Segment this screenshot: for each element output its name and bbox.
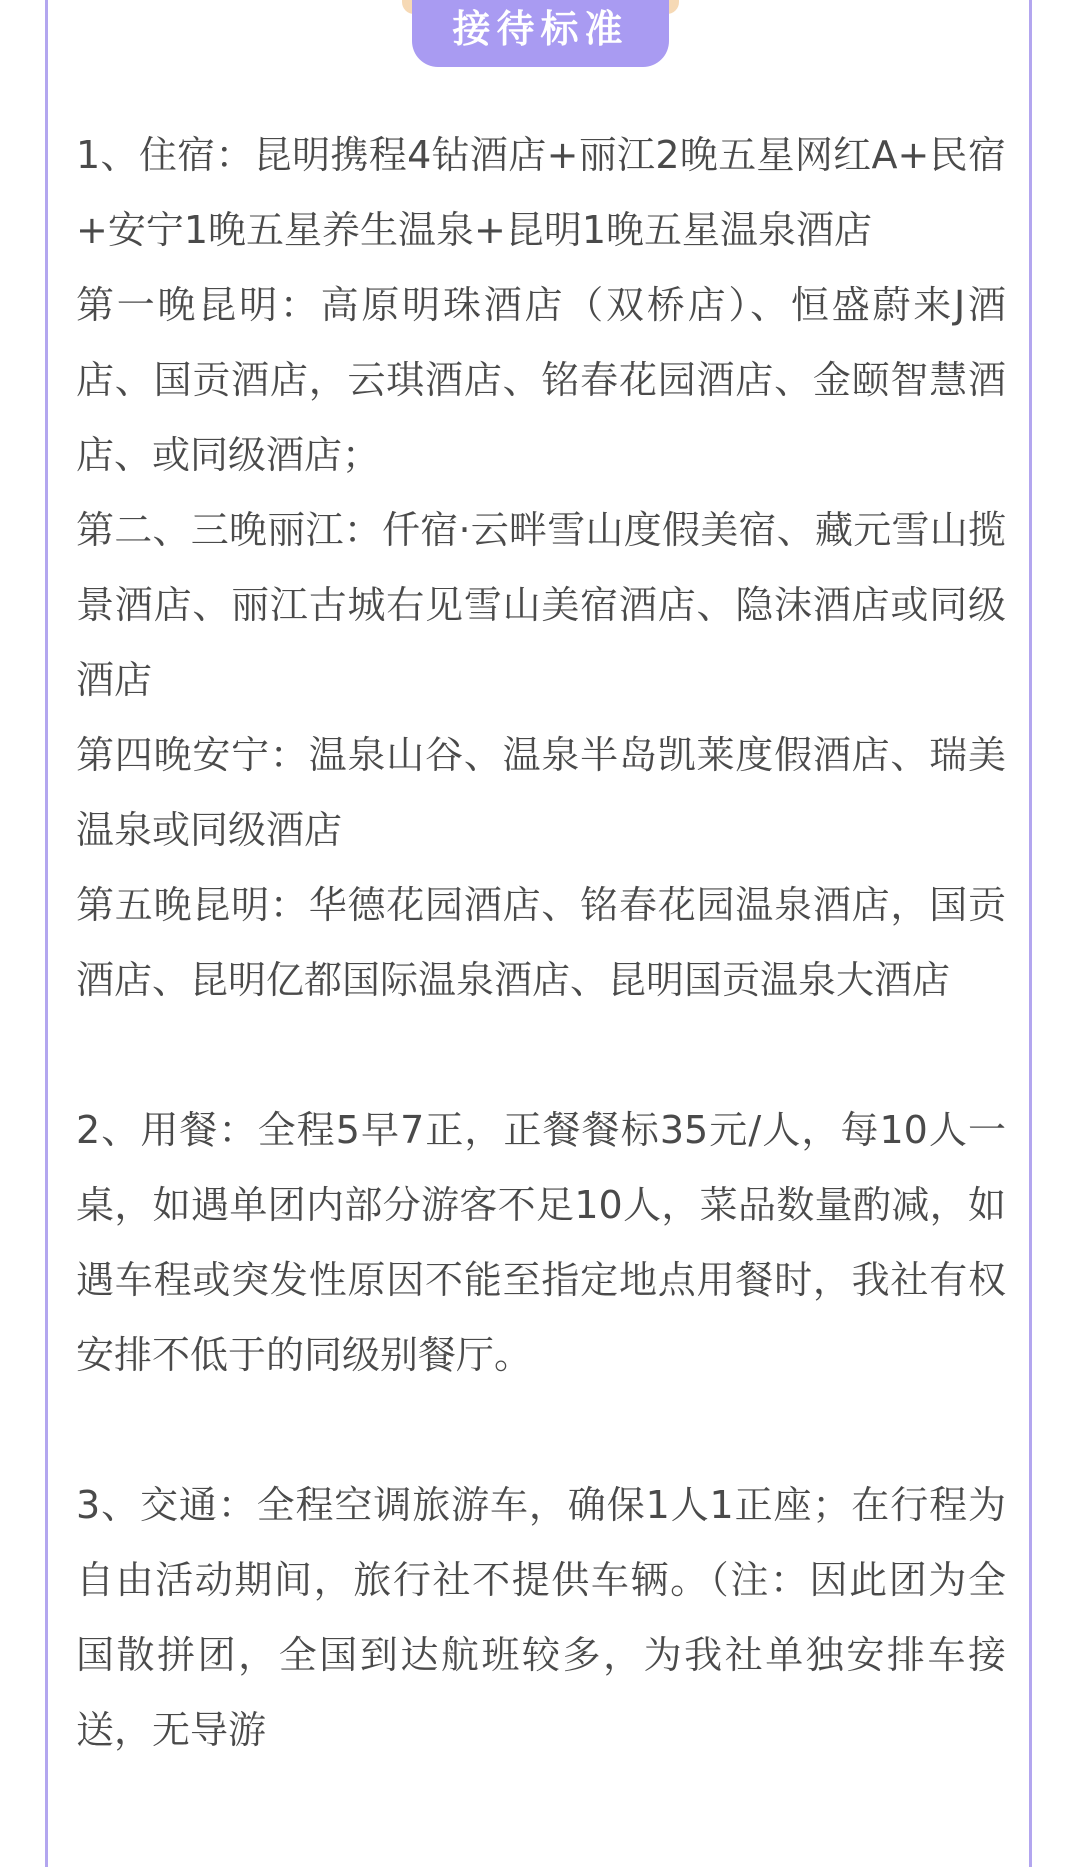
section-header-title: 接待标准 xyxy=(412,0,669,67)
night-5-hotels: 第五晚昆明：华德花园酒店、铭春花园温泉酒店，国贡酒店、昆明亿都国际温泉酒店、昆明国贡温泉大酒店 xyxy=(76,883,1006,1002)
accommodation-summary: 1、住宿：昆明携程4钻酒店+丽江2晚五星网红A+民宿+安宁1晚五星养生温泉+昆明1晚五星温泉酒店 xyxy=(76,133,1006,252)
meals-paragraph: 2、用餐：全程5早7正，正餐餐标35元/人，每10人一桌，如遇单团内部分游客不足10人，菜品数量酌减，如遇车程或突发性原因不能至指定地点用餐时，我社有权安排不低于的同级别餐厅。 xyxy=(76,1108,1006,1377)
night-2-3-hotels: 第二、三晚丽江：仟宿·云畔雪山度假美宿、藏元雪山揽景酒店、丽江古城右见雪山美宿酒店、隐沫酒店或同级酒店 xyxy=(76,508,1006,702)
transport-paragraph: 3、交通：全程空调旅游车，确保1人1正座；在行程为自由活动期间，旅行社不提供车辆。（注：因此团为全国散拼团，全国到达航班较多，为我社单独安排车接送，无导游 xyxy=(76,1483,1006,1752)
night-4-hotels: 第四晚安宁：温泉山谷、温泉半岛凯莱度假酒店、瑞美温泉或同级酒店 xyxy=(76,733,1006,852)
paragraph-spacer xyxy=(76,1018,1006,1093)
night-1-hotels: 第一晚昆明：高原明珠酒店（双桥店）、恒盛蔚来J酒店、国贡酒店，云琪酒店、铭春花园酒店、金颐智慧酒店、或同级酒店； xyxy=(76,283,1006,477)
paragraph-spacer xyxy=(76,1393,1006,1468)
content-body xyxy=(76,118,1006,1768)
